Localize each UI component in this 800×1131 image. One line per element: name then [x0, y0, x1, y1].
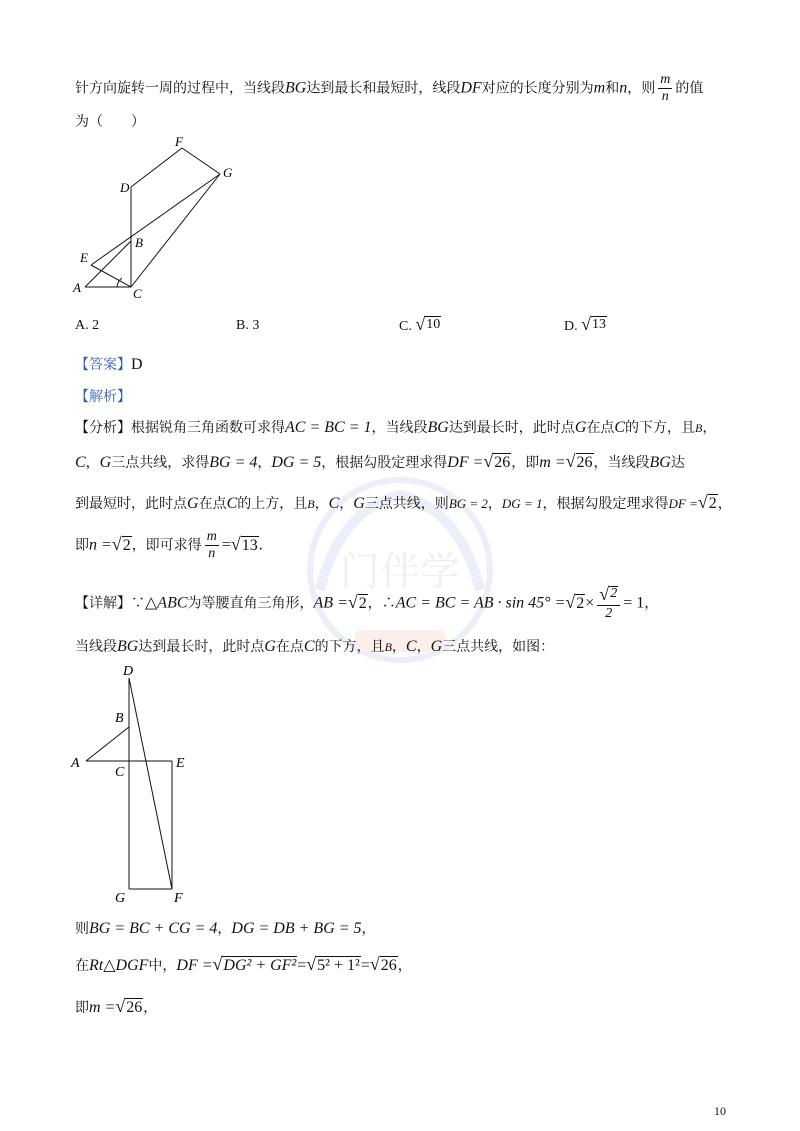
line-e-c	[91, 265, 131, 287]
fenxi-line-4: 即n = √ 2 ，即可求得 $\frac{m}{n}$ = √ 13 .	[75, 529, 263, 561]
label-e2: E	[176, 756, 185, 771]
label-e: E	[80, 250, 88, 265]
label-g: G	[223, 165, 233, 180]
result-line-2: 在Rt△DGF中，DF = √ DG² + GF² = √ 5² + 1² = √ 26 ，	[75, 954, 412, 974]
label-d2: D	[123, 664, 134, 679]
fenxi-line-2: C，G三点共线，求得BG = 4，DG = 5，根据勾股定理求得DF = √ 26 ，即m = √ 26 ，当线段BG达	[75, 451, 685, 471]
line-d-f	[131, 148, 182, 187]
option-c: C. √ 10	[399, 314, 441, 334]
figure-1	[72, 130, 242, 300]
label-c2: C	[115, 765, 125, 780]
label-g2: G	[115, 891, 126, 906]
result-line-1: 则BG = BC + CG = 4，DG = DB + BG = 5，	[75, 920, 376, 937]
segment-df: DF	[460, 79, 482, 97]
label-b: B	[135, 235, 143, 250]
analysis-label: 【解析】	[75, 389, 131, 405]
line-max: 当线段BG达到最长时，此时点G在点C的下方，且B，C，G三点共线，如图：	[75, 638, 555, 655]
line-g-c	[131, 174, 220, 287]
label-d: D	[120, 180, 130, 195]
answer-line	[75, 354, 143, 374]
label-f: F	[175, 134, 183, 149]
label-a2: A	[71, 756, 80, 771]
option-b: B. 3	[236, 318, 260, 333]
fenxi-line-3: 到最短时，此时点G在点C的上方，且B，C，G三点共线，则BG = 2，DG = 1，根据勾股定理求得DF = √ 2 ，	[75, 492, 732, 512]
question-line-1: 针方向旋转一周的过程中，当线段BG达到最长和最短时，线段DF对应的长度分别为m和n，则 $\frac{m}{n}$ 的值	[75, 72, 704, 104]
answer-label: 【答案】	[75, 357, 131, 373]
page-number: 10	[714, 1104, 726, 1118]
xiangjie-line: 【详解】∵△ABC为等腰直角三角形，AB = √ 2 ，∴AC = BC = AB · sin 45° = √ 2 × √ 2 2 = 1，	[75, 584, 659, 621]
label-c: C	[133, 286, 142, 300]
figure-2	[68, 660, 198, 906]
line-a-b2	[86, 727, 129, 761]
segment-bg: BG	[285, 79, 307, 97]
label-f2: F	[174, 891, 183, 906]
option-a: A. 2	[75, 318, 100, 333]
line-d-f2	[129, 678, 172, 889]
answer-value: D	[131, 356, 143, 373]
fraction-m-over-n: $\frac{m}{n}$	[660, 72, 671, 104]
line-e-g	[91, 174, 220, 265]
question-line-2: 为（ ）	[75, 114, 145, 130]
line-f-g	[182, 148, 220, 174]
option-d: D. √ 13	[564, 314, 607, 334]
result-line-3: 即m = √ 26 ，	[75, 996, 158, 1016]
label-b2: B	[115, 711, 124, 726]
label-a: A	[73, 280, 81, 295]
watermark-text: 门伴学	[340, 549, 460, 595]
fenxi-line-1: 【分析】根据锐角三角函数可求得AC = BC = 1，当线段BG达到最长时，此时点G在点C的下方，且B，	[75, 419, 717, 436]
